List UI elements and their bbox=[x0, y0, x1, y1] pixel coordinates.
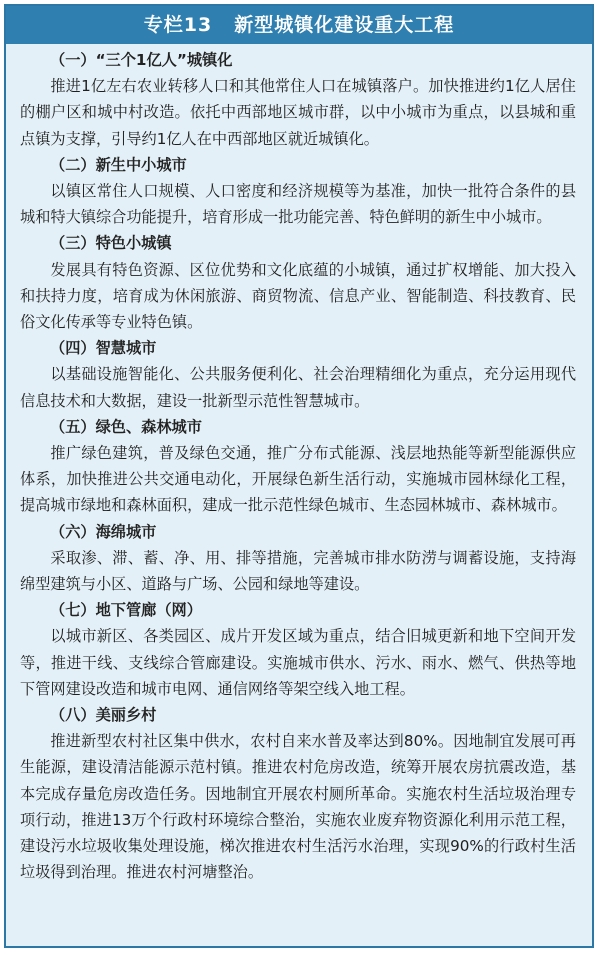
section-heading: （五）绿色、森林城市 bbox=[50, 417, 202, 436]
section-heading: （七）地下管廊（网） bbox=[50, 601, 202, 620]
section-body: 推进1亿左右农业转移人口和其他常住人口在城镇落户。加快推进约1亿人居住的棚户区和城中村改造。依托中西部地区城市群，以中小城市为重点，以县城和重点镇为支撑，引导约1亿人在中西部地区就近城镇化。 bbox=[20, 77, 576, 148]
section-heading: （四）智慧城市 bbox=[50, 339, 157, 358]
section-3 bbox=[20, 230, 576, 335]
section-8 bbox=[20, 702, 576, 885]
section-body: 以城市新区、各类园区、成片开发区域为重点，结合旧城更新和地下空间开发等，推进干线、支线综合管廊建设。实施城市供水、污水、雨水、燃气、供热等地下管网建设改造和城市电网、通信网络等架空线入地工程。 bbox=[20, 627, 576, 698]
feature-box bbox=[4, 4, 594, 948]
section-heading: （三）特色小城镇 bbox=[50, 234, 172, 253]
section-6 bbox=[20, 519, 576, 598]
box-title-label: 专栏13 bbox=[143, 14, 213, 36]
section-body: 推广绿色建筑，普及绿色交通，推广分布式能源、浅层地热能等新型能源供应体系，加快推进公共交通电动化，开展绿色新生活行动，实施城市园林绿化工程，提高城市绿地和森林面积，建成一批示范性绿色城市、生态园林城市、森林城市。 bbox=[20, 444, 576, 515]
section-heading: （八）美丽乡村 bbox=[50, 706, 157, 725]
box-title-text: 新型城镇化建设重大工程 bbox=[234, 14, 455, 36]
section-body: 采取渗、滞、蓄、净、用、排等措施，完善城市排水防涝与调蓄设施，支持海绵型建筑与小区、道路与广场、公园和绿地等建设。 bbox=[20, 548, 576, 594]
section-heading: （二）新生中小城市 bbox=[50, 155, 187, 174]
section-5 bbox=[20, 414, 576, 519]
section-4 bbox=[20, 335, 576, 414]
section-2 bbox=[20, 152, 576, 231]
section-body: 以镇区常住人口规模、人口密度和经济规模等为基准，加快一批符合条件的县城和特大镇综合功能提升，培育形成一批功能完善、特色鲜明的新生中小城市。 bbox=[20, 182, 576, 227]
section-body: 推进新型农村社区集中供水，农村自来水普及率达到80%。因地制宜发展可再生能源，建设清洁能源示范村镇。推进农村危房改造，统筹开展农房抗震改造，基本完成存量危房改造任务。因地制宜开展农村厕所革命。实施农村生活垃圾治理专项行动，推进13万个行政村环境综合整治，实施农业废弃物资源化利用示范工程，建设污水垃圾收集处理设施，梯次推进农村生活污水治理，实现90%的行政村生活垃圾得到治理。推进农村河塘整治。 bbox=[20, 732, 576, 882]
box-content bbox=[6, 44, 592, 886]
section-body: 以基础设施智能化、公共服务便利化、社会治理精细化为重点，充分运用现代信息技术和大数据，建设一批新型示范性智慧城市。 bbox=[20, 365, 576, 410]
section-heading: （一）“三个1亿人”城镇化 bbox=[50, 51, 233, 69]
section-heading: （六）海绵城市 bbox=[50, 522, 157, 541]
box-title bbox=[6, 6, 592, 44]
section-1 bbox=[20, 47, 576, 152]
section-body: 发展具有特色资源、区位优势和文化底蕴的小城镇，通过扩权增能、加大投入和扶持力度，培育成为休闲旅游、商贸物流、信息产业、智能制造、科技教育、民俗文化传承等专业特色镇。 bbox=[20, 260, 576, 332]
section-7 bbox=[20, 597, 576, 702]
